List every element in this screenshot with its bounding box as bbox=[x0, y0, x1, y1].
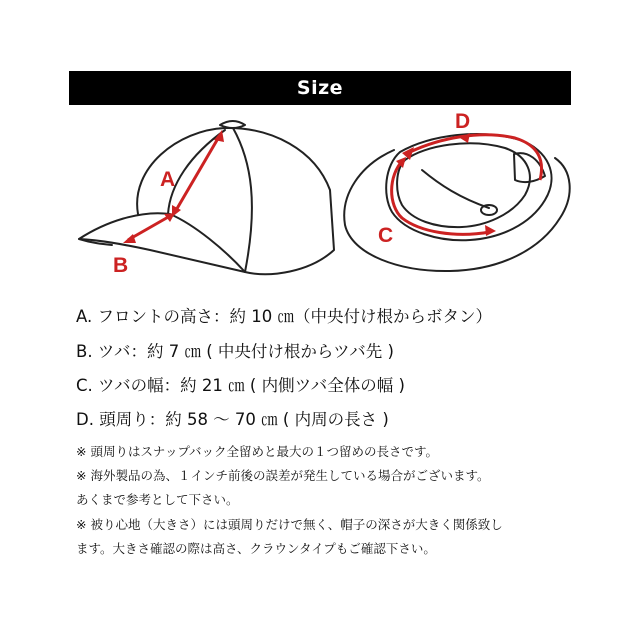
cap-side-view bbox=[79, 121, 334, 274]
label-a: A bbox=[160, 168, 176, 191]
size-title: Size bbox=[296, 77, 344, 99]
spec-brim-length: B. ツバ：約 7 ㎝ ( 中央付け根からツバ先 ) bbox=[76, 342, 394, 361]
note-head-size: ※ 頭周りはスナップバック全留めと最大の１つ留めの長さです。 bbox=[76, 444, 438, 459]
spec-front-height: A. フロントの高さ：約 10 ㎝（中央付け根からボタン） bbox=[76, 307, 492, 326]
label-c: C bbox=[378, 224, 394, 247]
note-tolerance: ※ 海外製品の為、１インチ前後の誤差が発生している場合がございます。 bbox=[76, 468, 490, 483]
spec-head-circumference: D. 頭周り：約 58 ～ 70 ㎝ ( 内周の長さ ) bbox=[76, 410, 389, 429]
cap-measurement-diagram bbox=[0, 105, 640, 290]
cap-button bbox=[220, 121, 245, 128]
cap-crown bbox=[137, 128, 334, 274]
note-fit-line1: ※ 被り心地（大きさ）には頭周りだけで無く、帽子の深さが大きく関係致し bbox=[76, 517, 503, 532]
cap-top-view bbox=[344, 134, 569, 271]
label-b: B bbox=[113, 254, 129, 277]
cap-panel-seam bbox=[233, 128, 252, 272]
cap-top-brim bbox=[344, 150, 569, 271]
spec-brim-width: C. ツバの幅：約 21 ㎝ ( 内側ツバ全体の幅 ) bbox=[76, 376, 405, 395]
note-fit-line2: ます。大きさ確認の際は高さ、クラウンタイプもご確認下さい。 bbox=[76, 541, 436, 556]
measure-a-arrow bbox=[172, 130, 224, 217]
label-d: D bbox=[455, 110, 471, 133]
size-header-bar bbox=[69, 71, 571, 105]
note-reference: あくまで参考として下さい。 bbox=[76, 492, 239, 507]
